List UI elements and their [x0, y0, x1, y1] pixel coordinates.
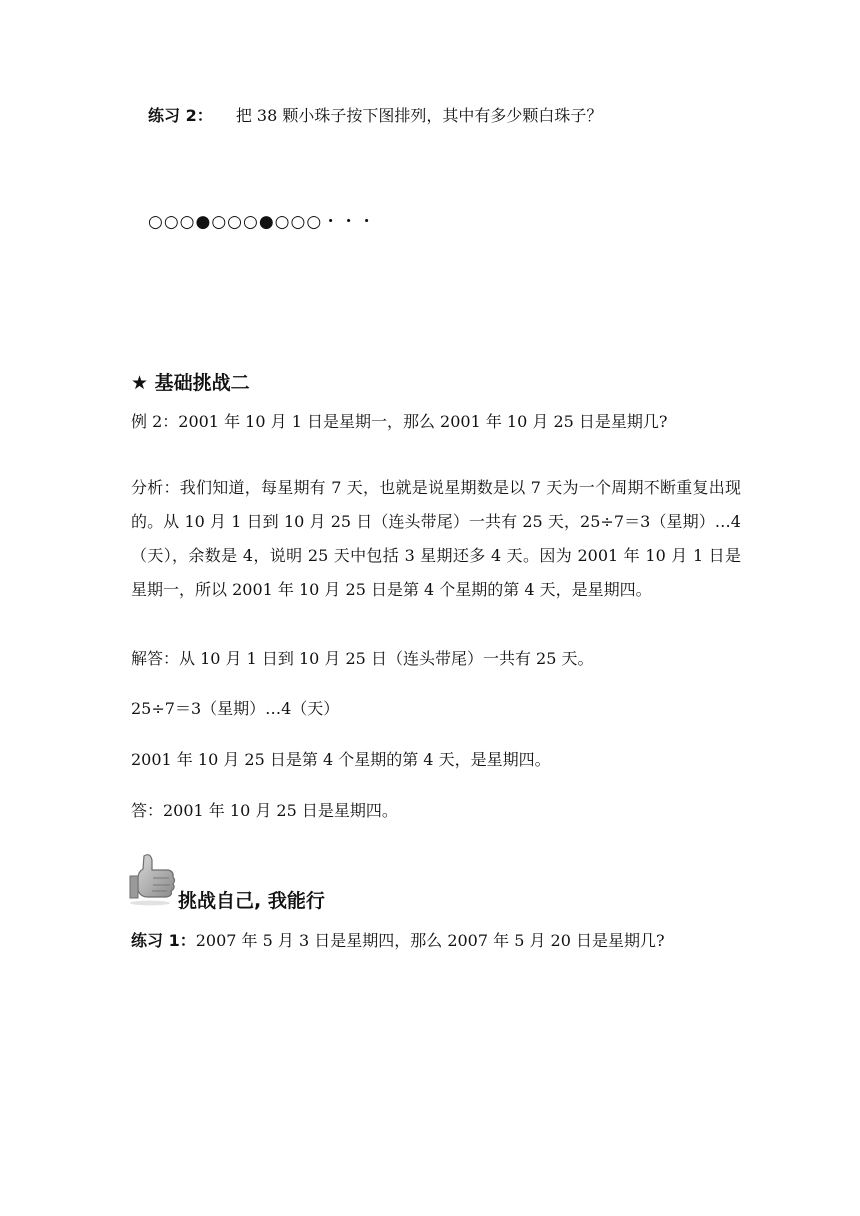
bead-sequence: ○○○●○○○●○○○・・・ — [148, 212, 377, 232]
solution-line-1: 解答：从 10 月 1 日到 10 月 25 日（连头带尾）一共有 25 天。 — [131, 649, 594, 668]
exercise-2-label: 练习 2： — [148, 106, 213, 125]
solution-line-2: 25÷7＝3（星期）…4（天） — [131, 699, 340, 718]
exercise-1-text: 2007 年 5 月 3 日是星期四，那么 2007 年 5 月 20 日是星期几? — [195, 931, 665, 950]
answer-line: 答：2001 年 10 月 25 日是星期四。 — [131, 801, 398, 820]
section-title: ★ 基础挑战二 — [131, 372, 250, 394]
exercise-2 — [148, 106, 602, 126]
challenge-title: 挑战自己, 我能行 — [178, 890, 325, 912]
exercise-1 — [131, 931, 665, 951]
analysis-paragraph: 分析：我们知道，每星期有 7 天，也就是说星期数是以 7 天为一个周期不断重复出现的。从 10 月 1 日到 10 月 25 日（连头带尾）一共有 25 天，25÷7＝3（星期）…4（天），余数是 4，说明 25 天中包括 3 星期还多 4 天。因为 2001 年 10 月 1 日是星期一，所以 2001 年 10 月 25 日是第 4 个星期的第 4 天，是星期四。 — [131, 478, 741, 599]
solution-line-3: 2001 年 10 月 25 日是第 4 个星期的第 4 天，是星期四。 — [131, 750, 551, 769]
exercise-2-text: 把 38 颗小珠子按下图排列，其中有多少颗白珠子？ — [235, 106, 603, 125]
example-2: 例 2：2001 年 10 月 1 日是星期一，那么 2001 年 10 月 25 日是星期几? — [131, 412, 668, 431]
exercise-1-label: 练习 1： — [131, 931, 196, 950]
thumbs-up-icon — [128, 850, 178, 906]
